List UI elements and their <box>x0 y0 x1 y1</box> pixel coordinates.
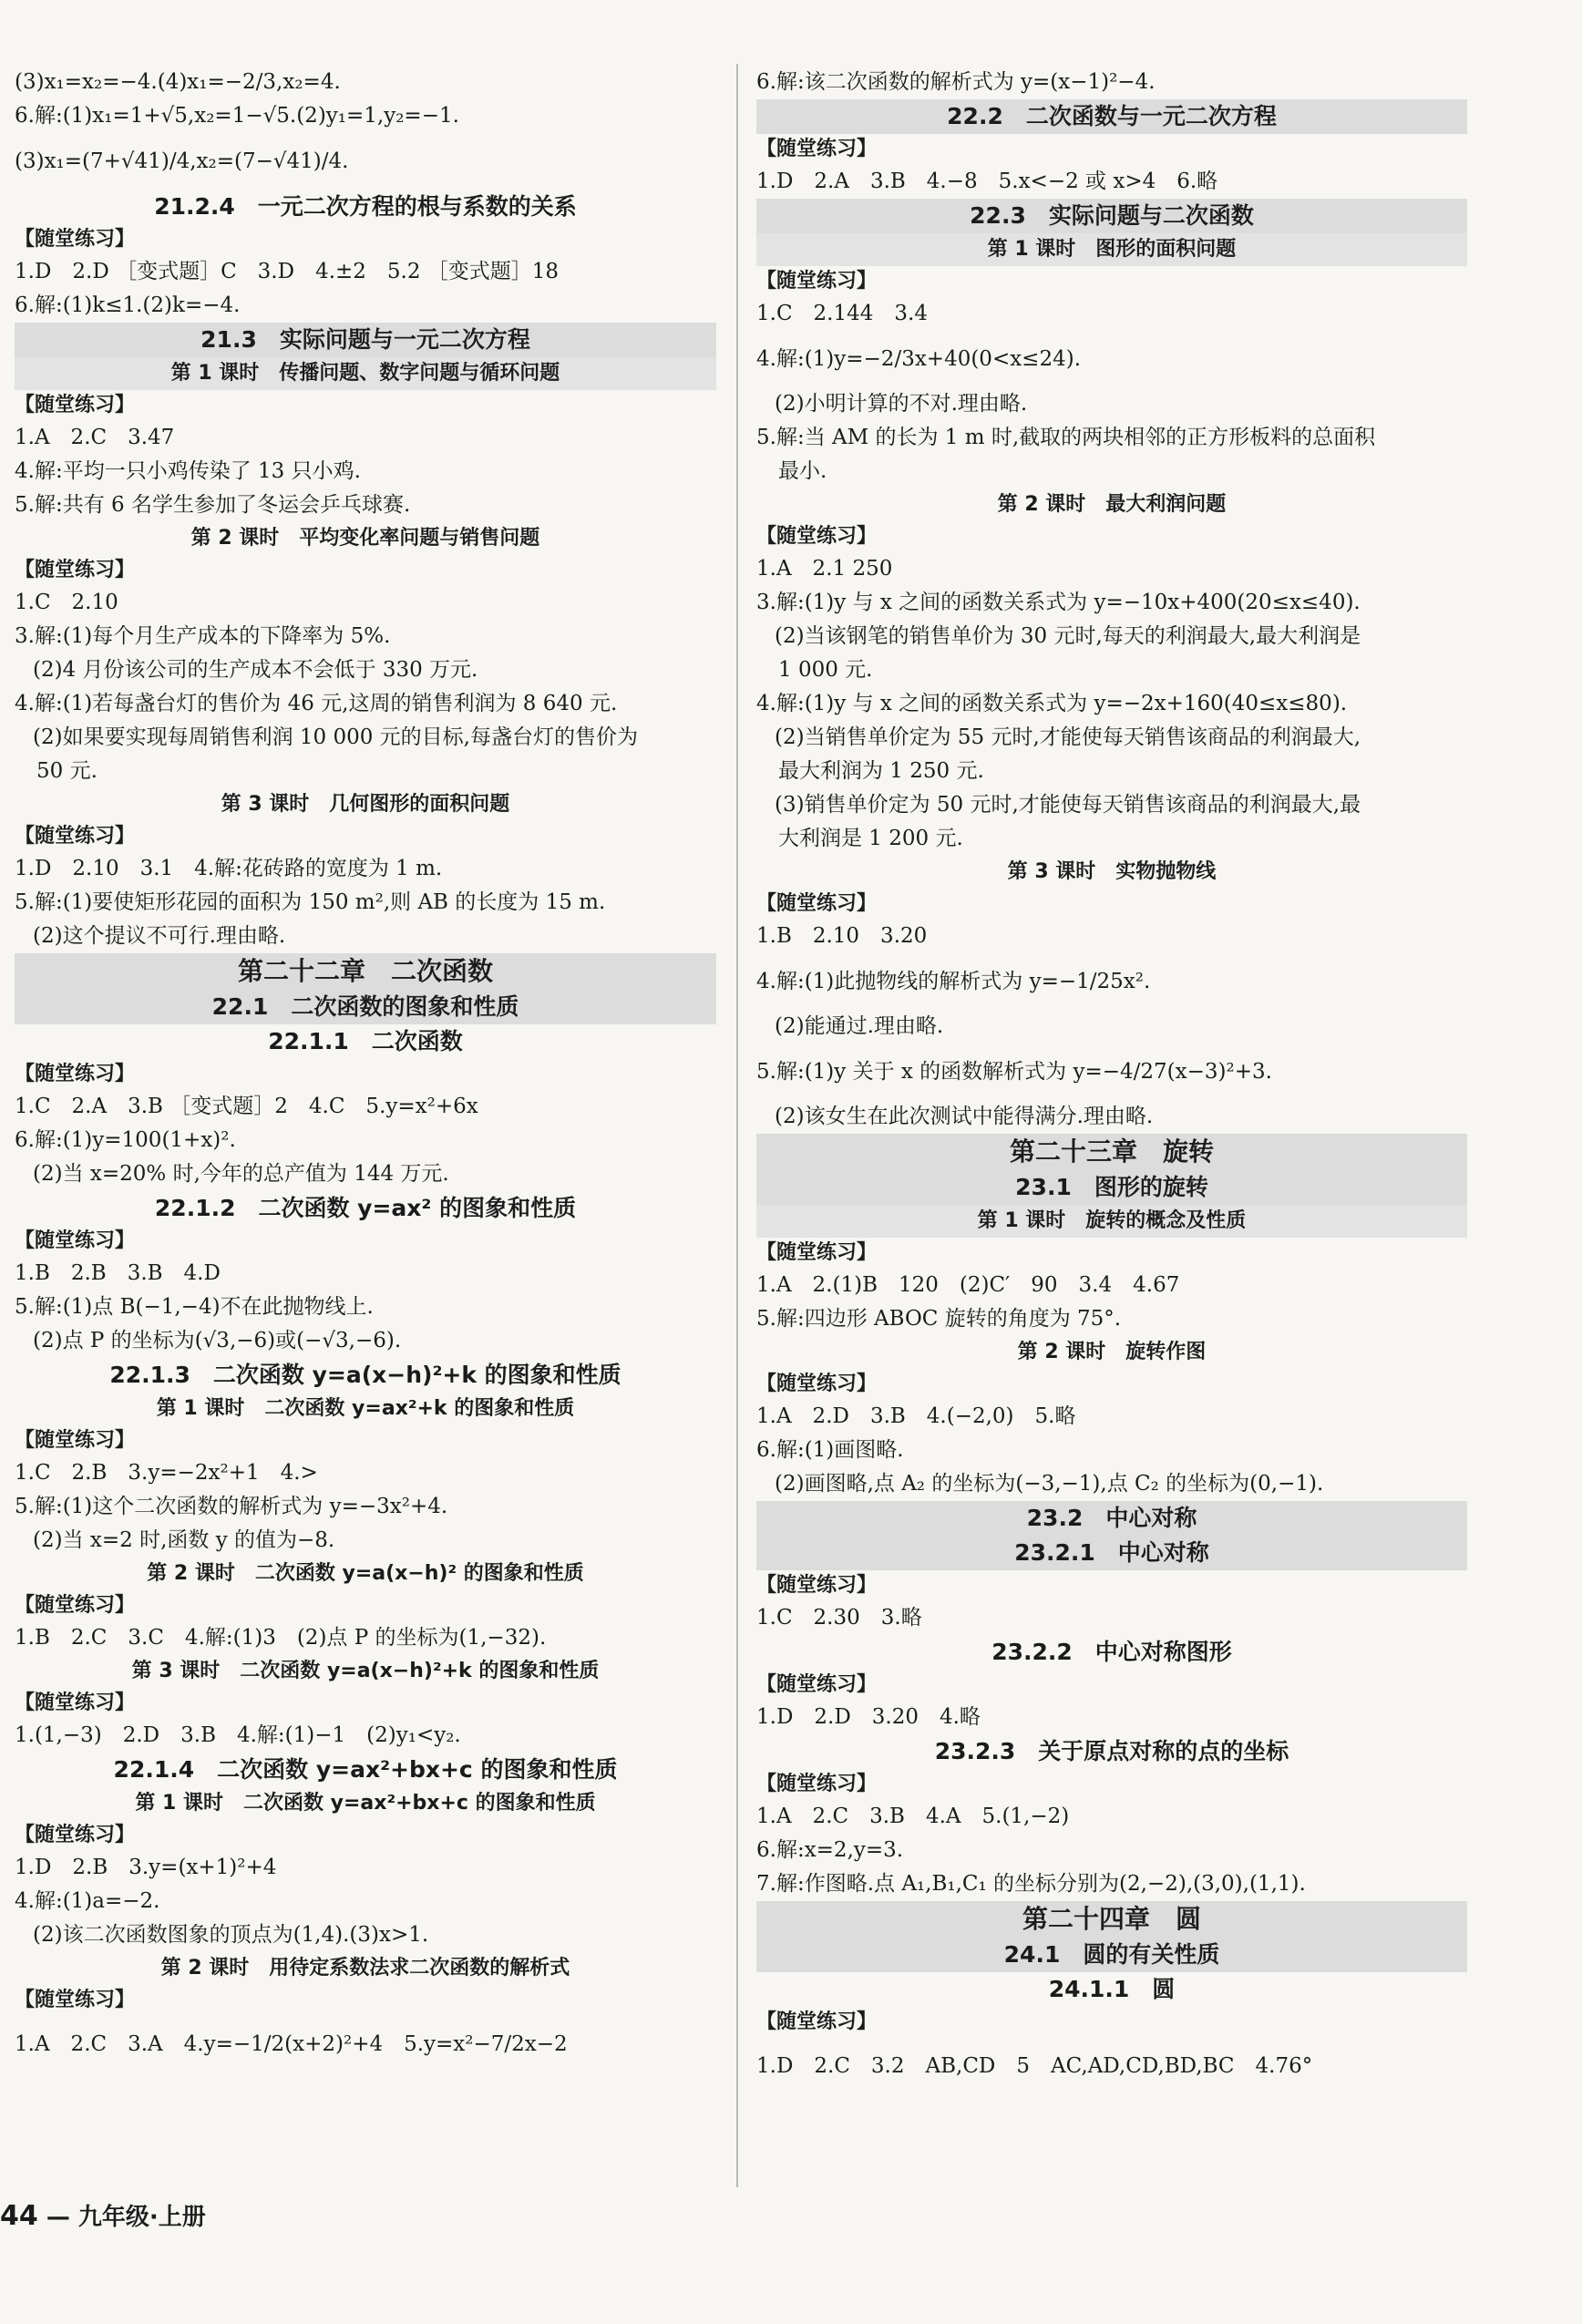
answer-line: 3.解:(1)y 与 x 之间的函数关系式为 y=−10x+400(20≤x≤40). <box>756 591 1361 614</box>
answer-line: 1.B 2.10 3.20 <box>756 924 928 948</box>
section-heading: 22.1 二次函数的图象和性质 <box>15 990 716 1024</box>
section-heading: 22.1.3 二次函数 y=a(x−h)²+k 的图象和性质 <box>109 1362 622 1388</box>
lesson-heading: 第 2 课时 用待定系数法求二次函数的解析式 <box>160 1957 570 1980</box>
lesson-heading: 第 1 课时 传播问题、数字问题与循环问题 <box>15 357 716 390</box>
answer-line: (3)x₁=x₂=−4.(4)x₁=−2/3,x₂=4. <box>15 70 341 94</box>
answer-line: (2)这个提议不可行.理由略. <box>33 924 286 948</box>
answer-line: 1.B 2.B 3.B 4.D <box>15 1261 221 1285</box>
practice-label: 【随堂练习】 <box>756 1673 878 1696</box>
section-heading: 23.2.1 中心对称 <box>756 1536 1467 1570</box>
answer-line: 5.解:四边形 ABOC 旋转的角度为 75°. <box>756 1307 1122 1331</box>
section-heading: 24.1 圆的有关性质 <box>756 1938 1467 1972</box>
lesson-heading: 第 1 课时 旋转的概念及性质 <box>756 1205 1467 1238</box>
lesson-heading: 第 2 课时 旋转作图 <box>1017 1341 1207 1363</box>
answer-line: 1.B 2.C 3.C 4.解:(1)3 (2)点 P 的坐标为(1,−32). <box>15 1626 547 1650</box>
lesson-heading: 第 1 课时 二次函数 y=ax²+k 的图象和性质 <box>156 1397 575 1420</box>
answer-line: (2)点 P 的坐标为(√3,−6)或(−√3,−6). <box>33 1329 402 1352</box>
practice-label: 【随堂练习】 <box>15 1429 136 1452</box>
answer-line: 5.解:共有 6 名学生参加了冬运会乒乓球赛. <box>15 493 411 517</box>
answer-line: 1.D 2.D ［变式题］C 3.D 4.±2 5.2 ［变式题］18 <box>15 260 560 283</box>
answer-line: (2)4 月份该公司的生产成本不会低于 330 万元. <box>33 658 478 682</box>
left-column <box>15 66 716 2072</box>
practice-label: 【随堂练习】 <box>15 1989 136 2011</box>
answer-line: 大利润是 1 200 元. <box>778 827 963 850</box>
answer-line: 4.解:(1)y 与 x 之间的函数关系式为 y=−2x+160(40≤x≤80). <box>756 692 1348 715</box>
answer-line: 1.A 2.1 250 <box>756 557 893 581</box>
answer-line: 4.解:(1)此抛物线的解析式为 y=−1/25x². <box>756 970 1151 993</box>
answer-line: 1.A 2.C 3.47 <box>15 426 175 449</box>
answer-line: 5.解:(1)y 关于 x 的函数解析式为 y=−4/27(x−3)²+3. <box>756 1060 1272 1084</box>
lesson-heading: 第 1 课时 二次函数 y=ax²+bx+c 的图象和性质 <box>135 1792 596 1815</box>
answer-line: 4.解:(1)y=−2/3x+40(0<x≤24). <box>756 347 1082 371</box>
answer-line: 1.A 2.C 3.A 4.y=−1/2(x+2)²+4 5.y=x²−7/2x−2 <box>15 2032 568 2056</box>
section-heading: 22.1.4 二次函数 y=ax²+bx+c 的图象和性质 <box>113 1756 618 1783</box>
answer-line: 5.解:当 AM 的长为 1 m 时,截取的两块相邻的正方形板料的总面积 <box>756 426 1376 449</box>
practice-label: 【随堂练习】 <box>15 1229 136 1252</box>
practice-label: 【随堂练习】 <box>756 525 878 548</box>
answer-line: 1.D 2.10 3.1 4.解:花砖路的宽度为 1 m. <box>15 857 443 880</box>
page-number: 44 <box>0 2200 38 2232</box>
answer-line: (2)该女生在此次测试中能得满分.理由略. <box>775 1105 1154 1128</box>
section-heading: 第二十四章 圆 <box>756 1901 1467 1938</box>
footer-dash: — <box>46 2204 70 2231</box>
answer-line: (3)销售单价定为 50 元时,才能使每天销售该商品的利润最大,最 <box>775 793 1361 817</box>
section-heading: 第二十三章 旋转 <box>756 1134 1467 1170</box>
section-heading: 23.2.3 关于原点对称的点的坐标 <box>934 1738 1289 1764</box>
answer-line: 4.解:平均一只小鸡传染了 13 只小鸡. <box>15 459 361 483</box>
answer-line: 1.D 2.B 3.y=(x+1)²+4 <box>15 1856 277 1879</box>
section-heading: 24.1.1 圆 <box>1048 1976 1176 2002</box>
practice-label: 【随堂练习】 <box>756 138 878 160</box>
answer-line: (2)当销售单价定为 55 元时,才能使每天销售该商品的利润最大, <box>775 725 1361 749</box>
practice-label: 【随堂练习】 <box>15 1692 136 1714</box>
answer-line: 6.解:(1)k≤1.(2)k=−4. <box>15 293 241 317</box>
answer-line: 1.C 2.10 <box>15 591 118 614</box>
answer-line: 1.D 2.A 3.B 4.−8 5.x<−2 或 x>4 6.略 <box>756 170 1218 193</box>
practice-label: 【随堂练习】 <box>15 559 136 581</box>
lesson-heading: 第 2 课时 二次函数 y=a(x−h)² 的图象和性质 <box>147 1562 584 1585</box>
section-heading: 22.2 二次函数与一元二次方程 <box>756 99 1467 134</box>
section-heading: 23.2 中心对称 <box>756 1501 1467 1536</box>
section-heading: 23.1 图形的旋转 <box>756 1170 1467 1205</box>
practice-label: 【随堂练习】 <box>15 825 136 848</box>
lesson-heading: 第 2 课时 最大利润问题 <box>997 493 1227 516</box>
answer-line: 1.D 2.C 3.2 AB,CD 5 AC,AD,CD,BD,BC 4.76° <box>756 2054 1313 2078</box>
answer-line: 4.解:(1)若每盏台灯的售价为 46 元,这周的销售利润为 8 640 元. <box>15 692 618 715</box>
practice-label: 【随堂练习】 <box>15 228 136 251</box>
practice-label: 【随堂练习】 <box>15 394 136 416</box>
answer-line: 4.解:(1)a=−2. <box>15 1889 160 1913</box>
answer-line: (2)该二次函数图象的顶点为(1,4).(3)x>1. <box>33 1923 429 1947</box>
practice-label: 【随堂练习】 <box>15 1063 136 1085</box>
practice-label: 【随堂练习】 <box>756 1574 878 1597</box>
answer-line: 最大利润为 1 250 元. <box>778 759 984 783</box>
answer-line: 5.解:(1)点 B(−1,−4)不在此抛物线上. <box>15 1295 374 1319</box>
answer-line: 1.C 2.A 3.B ［变式题］2 4.C 5.y=x²+6x <box>15 1095 478 1118</box>
answer-line: 5.解:(1)要使矩形花园的面积为 150 m²,则 AB 的长度为 15 m. <box>15 890 606 914</box>
answer-line: 1.C 2.144 3.4 <box>756 302 928 325</box>
answer-line: 6.解:该二次函数的解析式为 y=(x−1)²−4. <box>756 70 1156 94</box>
answer-line: (3)x₁=(7+√41)/4,x₂=(7−√41)/4. <box>15 149 349 173</box>
lesson-heading: 第 2 课时 平均变化率问题与销售问题 <box>190 527 540 550</box>
answer-line: (2)画图略,点 A₂ 的坐标为(−3,−1),点 C₂ 的坐标为(0,−1). <box>775 1472 1324 1496</box>
practice-label: 【随堂练习】 <box>756 2010 878 2033</box>
answer-line: 1.A 2.C 3.B 4.A 5.(1,−2) <box>756 1805 1070 1828</box>
section-heading: 21.2.4 一元二次方程的根与系数的关系 <box>154 193 577 220</box>
answer-line: 6.解:(1)画图略. <box>756 1438 904 1462</box>
answer-line: 1.A 2.D 3.B 4.(−2,0) 5.略 <box>756 1404 1076 1428</box>
practice-label: 【随堂练习】 <box>756 1373 878 1395</box>
answer-line: (2)当 x=20% 时,今年的总产值为 144 万元. <box>33 1162 449 1186</box>
section-heading: 22.3 实际问题与二次函数 <box>756 199 1467 233</box>
answer-line: (2)当该钢笔的销售单价为 30 元时,每天的利润最大,最大利润是 <box>775 624 1361 648</box>
lesson-heading: 第 3 课时 实物抛物线 <box>1007 860 1217 883</box>
lesson-heading: 第 3 课时 二次函数 y=a(x−h)²+k 的图象和性质 <box>131 1660 600 1682</box>
answer-line: 50 元. <box>36 759 98 783</box>
lesson-heading: 第 3 课时 几何图形的面积问题 <box>221 793 510 816</box>
answer-line: 1.C 2.30 3.略 <box>756 1606 922 1630</box>
answer-line: (2)当 x=2 时,函数 y 的值为−8. <box>33 1528 335 1552</box>
grade-volume-label: 九年级·上册 <box>77 2204 206 2231</box>
practice-label: 【随堂练习】 <box>15 1824 136 1846</box>
right-column <box>756 66 1467 2094</box>
page-footer <box>0 2198 206 2235</box>
section-heading: 21.3 实际问题与一元二次方程 <box>15 323 716 357</box>
practice-label: 【随堂练习】 <box>756 1241 878 1264</box>
answer-line: 3.解:(1)每个月生产成本的下降率为 5%. <box>15 624 391 648</box>
answer-line: 6.解:x=2,y=3. <box>756 1838 904 1862</box>
section-heading: 23.2.2 中心对称图形 <box>991 1639 1232 1665</box>
answer-line: 1.A 2.(1)B 120 (2)C′ 90 3.4 4.67 <box>756 1273 1180 1297</box>
answer-line: (2)如果要实现每周销售利润 10 000 元的目标,每盏台灯的售价为 <box>33 725 638 749</box>
answer-line: 7.解:作图略.点 A₁,B₁,C₁ 的坐标分别为(2,−2),(3,0),(1,1). <box>756 1872 1306 1896</box>
answer-line: 6.解:(1)y=100(1+x)². <box>15 1128 236 1152</box>
column-divider <box>736 64 738 2187</box>
practice-label: 【随堂练习】 <box>756 270 878 293</box>
section-heading: 第二十二章 二次函数 <box>15 953 716 990</box>
answer-line: 1.(1,−3) 2.D 3.B 4.解:(1)−1 (2)y₁<y₂. <box>15 1723 461 1747</box>
section-heading: 22.1.1 二次函数 <box>268 1028 463 1054</box>
answer-line: 1.D 2.D 3.20 4.略 <box>756 1705 981 1729</box>
answer-line: 最小. <box>778 459 827 483</box>
lesson-heading: 第 1 课时 图形的面积问题 <box>756 233 1467 266</box>
practice-label: 【随堂练习】 <box>15 1594 136 1617</box>
answer-line: 6.解:(1)x₁=1+√5,x₂=1−√5.(2)y₁=1,y₂=−1. <box>15 104 459 128</box>
section-heading: 22.1.2 二次函数 y=ax² 的图象和性质 <box>154 1195 577 1221</box>
answer-line: 1 000 元. <box>778 658 873 682</box>
answer-line: 1.C 2.B 3.y=−2x²+1 4.> <box>15 1461 318 1485</box>
answer-line: (2)小明计算的不对.理由略. <box>775 392 1028 416</box>
practice-label: 【随堂练习】 <box>756 1773 878 1795</box>
answer-line: (2)能通过.理由略. <box>775 1014 944 1038</box>
practice-label: 【随堂练习】 <box>756 892 878 915</box>
answer-line: 5.解:(1)这个二次函数的解析式为 y=−3x²+4. <box>15 1495 448 1518</box>
